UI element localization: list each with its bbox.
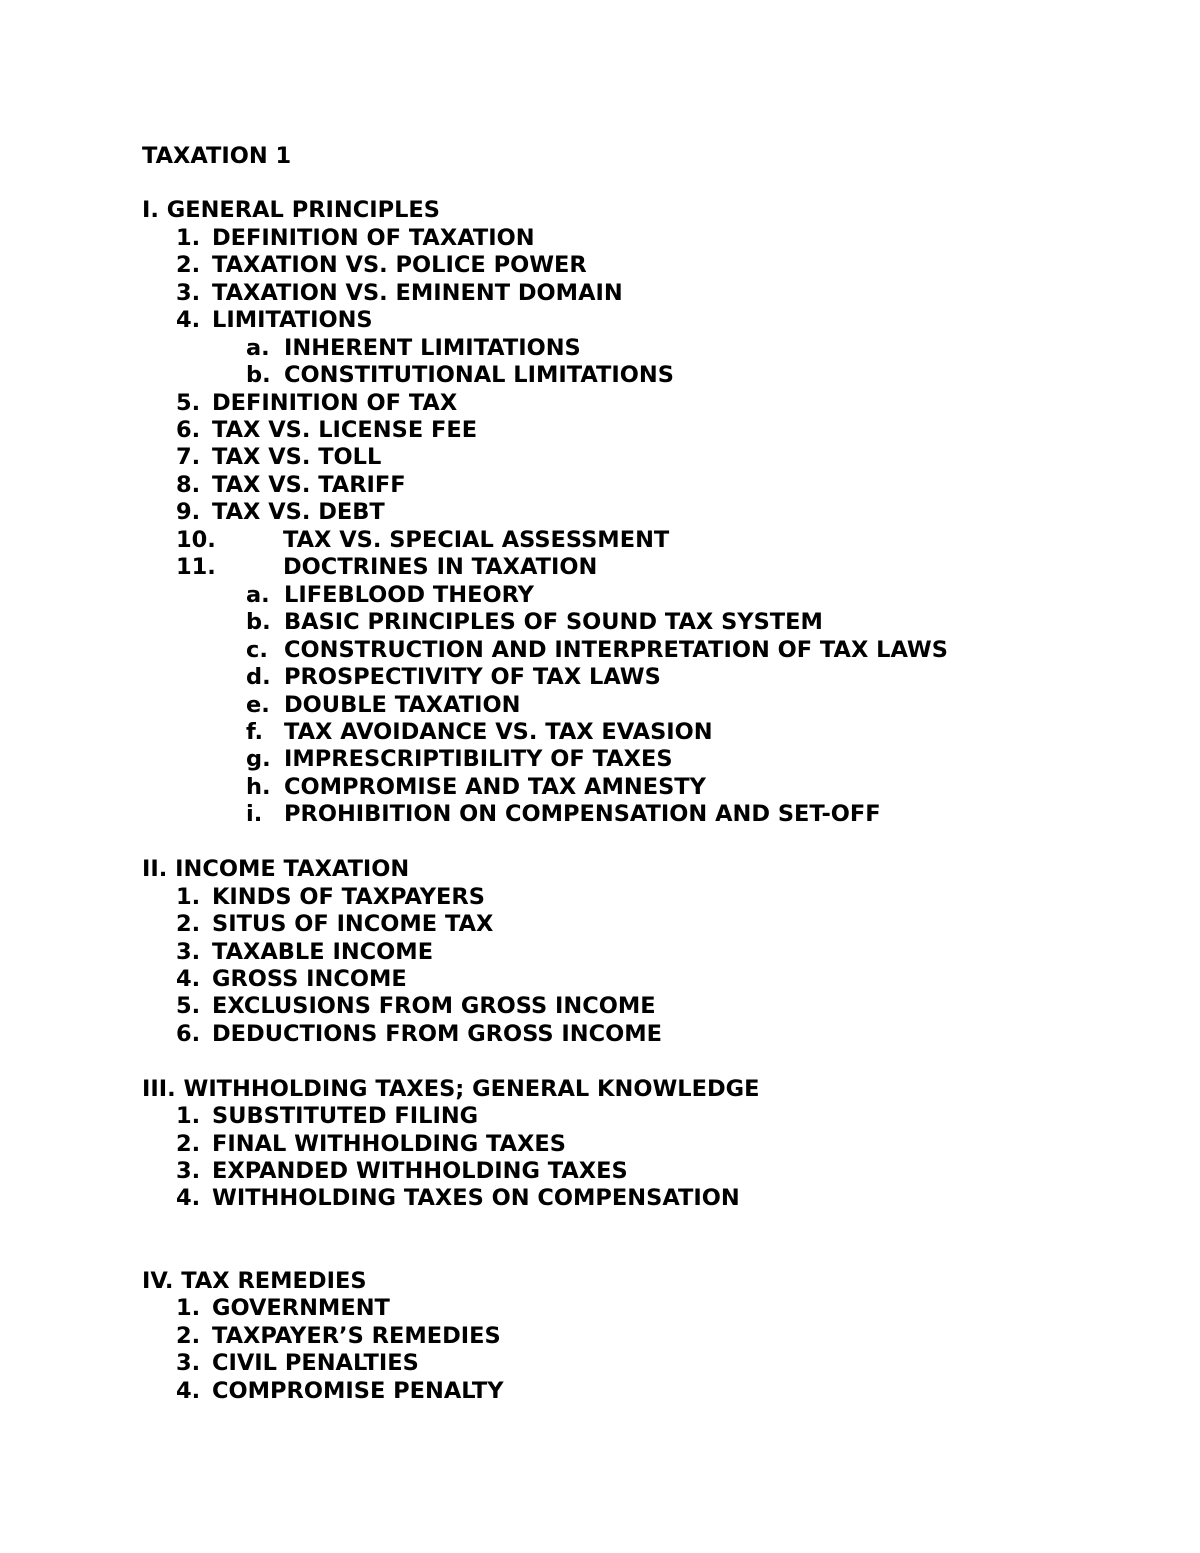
list-item-text: TAXATION VS. POLICE POWER [212, 252, 587, 278]
list-marker: 1. [176, 1103, 201, 1129]
list-marker: 1. [176, 884, 201, 910]
section-heading: III. WITHHOLDING TAXES; GENERAL KNOWLEDGE [142, 1076, 760, 1102]
list-marker: 1. [176, 225, 201, 251]
list-item [176, 416, 477, 444]
list-item [176, 471, 406, 499]
list-item-text: TAX VS. TARIFF [212, 472, 406, 498]
sub-list-item [246, 745, 673, 773]
list-marker: b. [246, 609, 271, 635]
list-item [176, 965, 407, 993]
list-marker: 9. [176, 499, 201, 525]
list-marker: 2. [176, 1323, 201, 1349]
sub-list-item [246, 691, 520, 719]
list-marker: i. [246, 801, 263, 827]
list-item-text: TAX AVOIDANCE VS. TAX EVASION [284, 719, 713, 745]
list-marker: 2. [176, 252, 201, 278]
list-item [176, 306, 373, 334]
list-item [176, 1102, 478, 1130]
list-marker: 3. [176, 280, 201, 306]
list-item-text: CONSTRUCTION AND INTERPRETATION OF TAX LAWS [284, 637, 948, 663]
list-item-text: TAX VS. LICENSE FEE [212, 417, 478, 443]
list-item [176, 1349, 419, 1377]
list-marker: 6. [176, 417, 201, 443]
list-item-text: DEFINITION OF TAX [212, 390, 458, 416]
list-marker: c. [246, 637, 268, 663]
list-item [176, 498, 385, 526]
list-item [176, 992, 656, 1020]
sub-list-item [246, 663, 661, 691]
sub-list-item [246, 636, 948, 664]
list-item-text: EXCLUSIONS FROM GROSS INCOME [212, 993, 656, 1019]
list-item-text: TAX VS. DEBT [212, 499, 385, 525]
list-marker: 4. [176, 307, 201, 333]
list-marker: 3. [176, 1350, 201, 1376]
list-item [176, 389, 457, 417]
list-item [176, 224, 535, 252]
sub-list-item [246, 608, 823, 636]
list-item-text: DEFINITION OF TAXATION [212, 225, 535, 251]
list-marker: 4. [176, 966, 201, 992]
list-item-text: TAX VS. TOLL [212, 444, 382, 470]
sub-list-item [246, 800, 881, 828]
sub-list-item [246, 718, 713, 746]
list-marker: 8. [176, 472, 201, 498]
list-item-text: CONSTITUTIONAL LIMITATIONS [284, 362, 674, 388]
list-item-text: LIMITATIONS [212, 307, 373, 333]
list-marker: 3. [176, 939, 201, 965]
list-item [176, 279, 623, 307]
list-item-text: PROHIBITION ON COMPENSATION AND SET-OFF [284, 801, 881, 827]
list-item [176, 938, 433, 966]
list-marker: a. [246, 582, 270, 608]
sub-list-item [246, 773, 706, 801]
list-item-text: GOVERNMENT [212, 1295, 390, 1321]
list-item [176, 443, 381, 471]
list-item [176, 1157, 628, 1185]
list-item [176, 1184, 740, 1212]
section-heading: I. GENERAL PRINCIPLES [142, 197, 441, 223]
list-item [176, 553, 597, 581]
list-marker: f. [246, 719, 264, 745]
section-heading: II. INCOME TAXATION [142, 856, 410, 882]
list-item-text: COMPROMISE PENALTY [212, 1378, 504, 1404]
list-item-text: KINDS OF TAXPAYERS [212, 884, 485, 910]
list-item-text: COMPROMISE AND TAX AMNESTY [284, 774, 706, 800]
list-item-text: DOCTRINES IN TAXATION [283, 554, 598, 580]
list-marker: 4. [176, 1185, 201, 1211]
list-item [176, 251, 587, 279]
list-item [176, 1130, 566, 1158]
list-item-text: TAXPAYER’S REMEDIES [212, 1323, 501, 1349]
list-marker: g. [246, 746, 271, 772]
sub-list-item [246, 361, 674, 389]
list-item-text: CIVIL PENALTIES [212, 1350, 419, 1376]
list-item-text: SUBSTITUTED FILING [212, 1103, 479, 1129]
list-item [176, 1377, 504, 1405]
list-item-text: TAXATION VS. EMINENT DOMAIN [212, 280, 623, 306]
list-marker: 2. [176, 911, 201, 937]
list-item [176, 526, 669, 554]
list-marker: 5. [176, 390, 201, 416]
list-item-text: TAX VS. SPECIAL ASSESSMENT [283, 527, 670, 553]
list-item [176, 1294, 390, 1322]
list-marker: d. [246, 664, 271, 690]
list-item-text: INHERENT LIMITATIONS [284, 335, 581, 361]
list-item-text: IMPRESCRIPTIBILITY OF TAXES [284, 746, 673, 772]
list-marker: 3. [176, 1158, 201, 1184]
list-item [176, 910, 493, 938]
list-marker: 6. [176, 1021, 201, 1047]
list-item-text: WITHHOLDING TAXES ON COMPENSATION [212, 1185, 740, 1211]
list-item-text: DOUBLE TAXATION [284, 692, 521, 718]
list-marker: 1. [176, 1295, 201, 1321]
list-item-text: SITUS OF INCOME TAX [212, 911, 494, 937]
list-item [176, 1322, 501, 1350]
list-marker: 4. [176, 1378, 201, 1404]
list-marker: e. [246, 692, 270, 718]
list-item-text: FINAL WITHHOLDING TAXES [212, 1131, 566, 1157]
list-item-text: GROSS INCOME [212, 966, 407, 992]
list-marker: 7. [176, 444, 201, 470]
list-marker: 2. [176, 1131, 201, 1157]
list-marker: 11. [176, 554, 216, 580]
list-item-text: LIFEBLOOD THEORY [284, 582, 534, 608]
list-item-text: BASIC PRINCIPLES OF SOUND TAX SYSTEM [284, 609, 823, 635]
list-item-text: PROSPECTIVITY OF TAX LAWS [284, 664, 661, 690]
list-marker: a. [246, 335, 270, 361]
sub-list-item [246, 581, 534, 609]
sub-list-item [246, 334, 581, 362]
section-heading: IV. TAX REMEDIES [142, 1268, 367, 1294]
document-title: TAXATION 1 [142, 143, 292, 169]
list-marker: 10. [176, 527, 216, 553]
list-item-text: DEDUCTIONS FROM GROSS INCOME [212, 1021, 663, 1047]
list-item-text: TAXABLE INCOME [212, 939, 434, 965]
list-item [176, 1020, 662, 1048]
list-marker: 5. [176, 993, 201, 1019]
list-marker: b. [246, 362, 271, 388]
list-item-text: EXPANDED WITHHOLDING TAXES [212, 1158, 628, 1184]
list-item [176, 883, 485, 911]
list-marker: h. [246, 774, 271, 800]
